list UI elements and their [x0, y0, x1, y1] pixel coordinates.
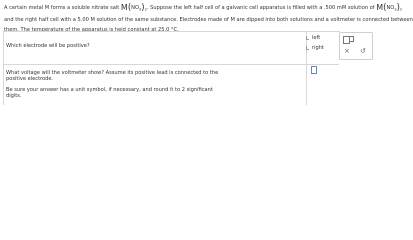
salt-subscript: 2 — [144, 7, 147, 12]
answer-table — [3, 31, 340, 105]
problem-statement — [4, 2, 413, 35]
salt-metal-symbol: M — [120, 2, 128, 12]
salt-anion: NO — [131, 5, 139, 11]
problem-text: M solution of the same substance. Electrodes made of M are dipped into both solutions and a voltmeter is connected between — [88, 16, 413, 23]
option-label: left — [312, 35, 321, 41]
left-concentration: .500 — [323, 5, 336, 11]
question-voltage-line-4: digits. — [6, 93, 22, 99]
voltage-answer-input[interactable] — [311, 66, 317, 74]
option-right[interactable] — [306, 43, 342, 53]
salt-anion: NO — [386, 5, 395, 11]
problem-line-1: A certain metal M forms a soluble nitrate salt $M(NO_3)_2$. Suppose the left half cell of a galvanic cell apparatus is filled with a .500 mM solution of $M(NO_3)_2$ — [4, 2, 403, 13]
problem-text: A certain metal — [4, 5, 45, 11]
checkmark-icon — [306, 46, 309, 50]
problem-text: mM solution of — [335, 5, 377, 11]
option-label: right — [312, 45, 324, 51]
salt-subscript: 3 — [138, 7, 142, 12]
option-left[interactable] — [306, 33, 342, 43]
question-voltage-line-3: Be sure your answer has a unit symbol, if necessary, and round it to 2 significant — [6, 87, 213, 93]
clear-icon[interactable]: × — [344, 47, 350, 55]
problem-text: . Suppose the left half cell of a galvanic cell apparatus is filled with a — [146, 5, 324, 11]
checkmark-icon — [306, 36, 309, 40]
undo-icon[interactable]: ↺ — [360, 47, 366, 55]
problem-line-2 — [4, 15, 413, 25]
problem-line-3: them. The temperature of the apparatus is held constant at 25.0 °C. — [4, 26, 179, 33]
salt-subscript: 3 — [394, 7, 397, 12]
right-concentration: 5.00 — [77, 16, 89, 23]
question-voltage-line-1: What voltage will the voltmeter show? Assume its positive lead is connected to the — [6, 70, 219, 76]
question-voltage-line-2: positive electrode. — [6, 76, 54, 82]
problem-text: and the right half cell with a — [4, 16, 78, 23]
salt-metal-symbol: M — [376, 2, 384, 12]
question-positive-electrode: Which electrode will be positive? — [6, 43, 90, 49]
math-tool-panel — [339, 32, 373, 60]
electrode-options — [306, 33, 342, 53]
problem-text: forms a soluble nitrate salt — [49, 5, 121, 11]
metal-symbol: M — [44, 5, 50, 11]
superscript-exponent-icon — [349, 36, 354, 42]
salt-subscript: 2 — [399, 7, 403, 12]
